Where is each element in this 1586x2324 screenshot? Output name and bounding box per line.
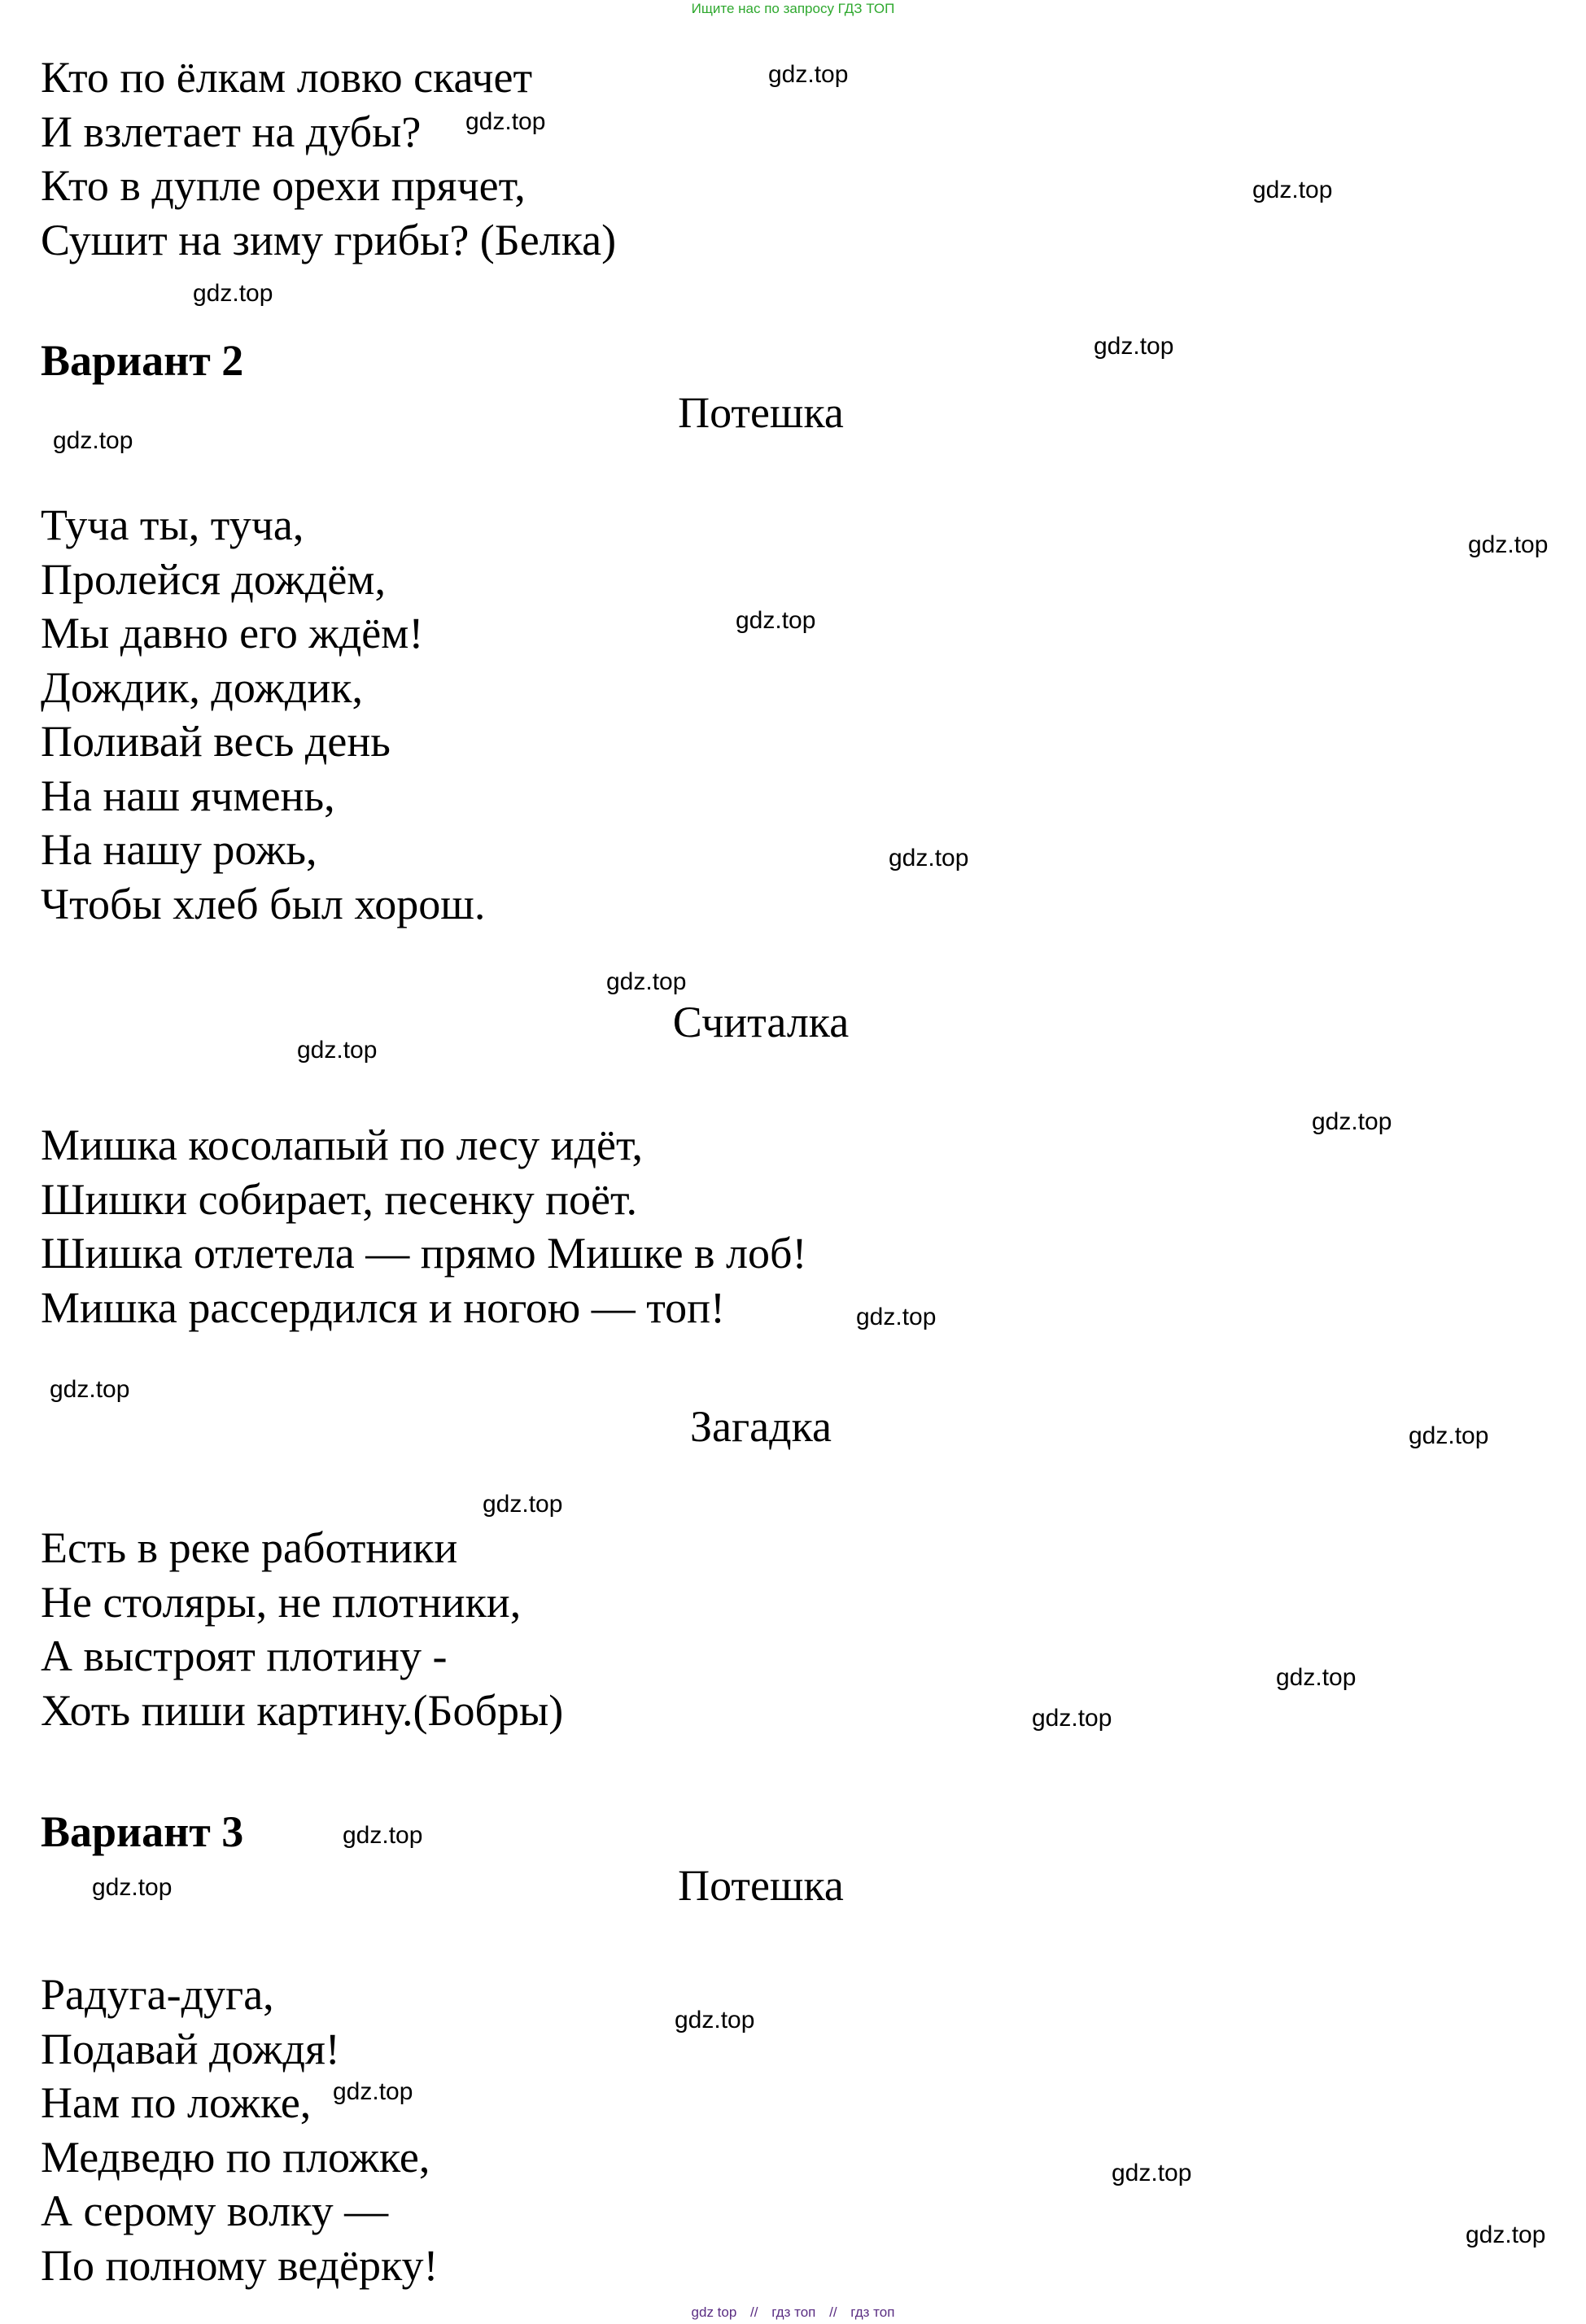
watermark: gdz.top (333, 2078, 413, 2105)
poem-line: Дождик, дождик, (41, 662, 363, 712)
watermark: gdz.top (1094, 333, 1174, 360)
poem-line: Кто в дупле орехи прячет, (41, 161, 526, 210)
footer-part: // (750, 2304, 758, 2320)
poem-line: Мы давно его ждём! (41, 609, 424, 657)
poem-belka (41, 50, 616, 267)
zagadka-poem (41, 1521, 563, 1737)
watermark: gdz.top (483, 1491, 563, 1518)
poem-line: Мишка косолапый по лесу идёт, (41, 1120, 644, 1169)
poem-line: Кто по ёлкам ловко скачет (41, 53, 533, 102)
poem-line: Туча ты, туча, (41, 500, 304, 549)
poem-line: Подавай дождя! (41, 2024, 340, 2073)
poem-line: Нам по ложке, (41, 2078, 312, 2127)
footer (0, 2304, 1586, 2321)
watermark: gdz.top (889, 845, 969, 872)
watermark: gdz.top (856, 1304, 937, 1330)
poem-line: Чтобы хлеб был хорош. (41, 879, 486, 928)
schitalka-poem (41, 1118, 806, 1335)
footer-part: gdz top (691, 2304, 737, 2320)
poem-line: Шишки собирает, песенку поёт. (41, 1174, 637, 1224)
poteshka-title: Потешка (678, 388, 844, 437)
watermark: gdz.top (53, 427, 133, 454)
watermark: gdz.top (675, 2007, 755, 2034)
poteshka-poem (41, 498, 485, 931)
poem-line: А выстроят плотину - (41, 1632, 448, 1680)
watermark: gdz.top (1409, 1422, 1489, 1449)
poem-line: По полному ведёрку! (41, 2240, 439, 2290)
poem-line: Медведю по пложке, (41, 2132, 430, 2182)
top-banner: Ищите нас по запросу ГДЗ ТОП (691, 1, 895, 16)
poem-line: Мишка рассердился и ногою — топ! (41, 1282, 726, 1332)
watermark: gdz.top (1312, 1108, 1392, 1135)
variant-2-heading: Вариант 2 (41, 336, 244, 385)
poem-line: Радуга-дуга, (41, 1970, 274, 2019)
watermark: gdz.top (50, 1376, 130, 1403)
footer-part: гдз топ (850, 2304, 895, 2320)
poem-line: На нашу рожь, (41, 825, 317, 874)
watermark: gdz.top (1252, 177, 1333, 203)
poem-line: И взлетает на дубы? (41, 107, 422, 156)
poem-line: Сушит на зиму грибы? (Белка) (41, 215, 617, 264)
poem-line: Не столяры, не плотники, (41, 1577, 522, 1627)
watermark: gdz.top (606, 968, 687, 995)
watermark: gdz.top (92, 1874, 173, 1901)
watermark: gdz.top (1276, 1664, 1357, 1691)
poteshka-title-2: Потешка (678, 1861, 844, 1910)
watermark: gdz.top (465, 108, 546, 135)
watermark: gdz.top (1112, 2160, 1192, 2186)
poem-line: Поливай весь день (41, 717, 391, 766)
variant-3-heading: Вариант 3 (41, 1807, 244, 1856)
watermark: gdz.top (768, 61, 849, 88)
poem-line: Пролейся дождём, (41, 554, 386, 604)
zagadka-title: Загадка (690, 1402, 832, 1451)
watermark: gdz.top (1468, 531, 1549, 558)
poem-line: Хоть пиши картину.(Бобры) (41, 1685, 564, 1735)
poem-line: Есть в реке работники (41, 1523, 458, 1572)
watermark: gdz.top (736, 607, 816, 634)
poem-line: А серому волку — (41, 2186, 389, 2235)
watermark: gdz.top (297, 1037, 378, 1064)
footer-part: гдз топ (771, 2304, 816, 2320)
watermark: gdz.top (343, 1822, 423, 1849)
schitalka-title: Считалка (672, 998, 850, 1046)
poem-line: На наш ячмень, (41, 771, 335, 820)
watermark: gdz.top (1032, 1705, 1112, 1732)
poem-line: Шишка отлетела — прямо Мишке в лоб! (41, 1229, 807, 1278)
poteshka-raduga-poem (41, 1968, 439, 2292)
footer-part: // (829, 2304, 837, 2320)
watermark: gdz.top (1466, 2221, 1546, 2248)
watermark: gdz.top (193, 280, 273, 307)
